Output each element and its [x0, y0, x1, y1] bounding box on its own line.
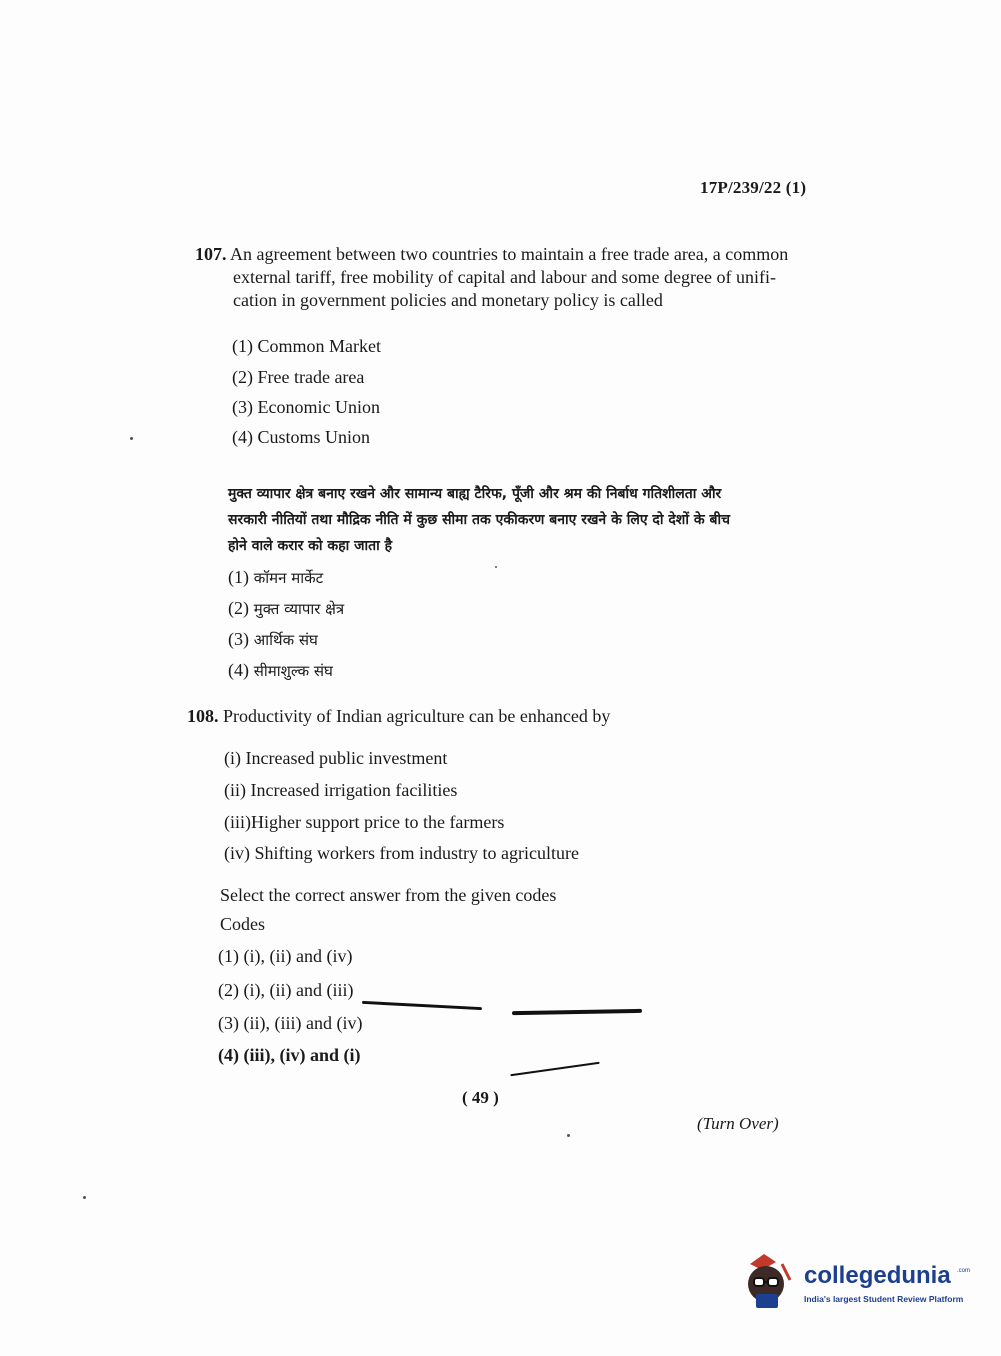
q107-option-2: (2) Free trade area [232, 367, 365, 387]
question-108-number: 108. [187, 706, 219, 726]
q107-hindi-option-1-text: कॉमन मार्केट [253, 569, 324, 587]
scan-speck [130, 437, 133, 440]
q107-hindi-option-4 [228, 660, 333, 681]
question-107-text-3: cation in government policies and monetary policy is called [233, 290, 663, 310]
question-107-text-1: An agreement between two countries to maintain a free trade area, a common [230, 244, 789, 264]
q107-hindi-option-2-text: मुक्त व्यापार क्षेत्र [253, 600, 345, 618]
q108-statement-3: (iii)Higher support price to the farmers [224, 812, 505, 832]
q107-hindi-option-2 [228, 598, 344, 619]
q108-option-2: (2) (i), (ii) and (iii) [218, 980, 354, 1000]
pen-stroke-3 [510, 1062, 599, 1077]
question-107-hindi-line-1: मुक्त व्यापार क्षेत्र बनाए रखने और सामान्य बाह्य टैरिफ, पूँजी और श्रम की निर्बाध गतिशीलता और [228, 486, 722, 502]
q108-statement-4: (iv) Shifting workers from industry to agriculture [224, 843, 579, 863]
scan-speck [567, 1134, 570, 1137]
q107-option-4: (4) Customs Union [232, 427, 371, 447]
q107-hindi-option-4-num: (4) [228, 660, 249, 680]
q108-statement-1: (i) Increased public investment [224, 748, 448, 768]
q107-hindi-option-3-num: (3) [228, 629, 249, 649]
q107-option-3: (3) Economic Union [232, 397, 380, 417]
q107-hindi-option-3-text: आर्थिक संघ [253, 631, 318, 649]
logo-name: collegedunia [804, 1262, 951, 1289]
logo-tagline: India's largest Student Review Platform [804, 1294, 964, 1304]
logo-suffix: .com [957, 1268, 971, 1274]
question-107-number: 107. [195, 244, 227, 264]
q107-option-1: (1) Common Market [232, 336, 381, 356]
question-108 [187, 706, 610, 727]
pen-stroke-2 [512, 1009, 642, 1015]
question-107-hindi-line-3: होने वाले करार को कहा जाता है [228, 538, 393, 554]
q108-option-4: (4) (iii), (iv) and (i) [218, 1045, 361, 1065]
question-107-hindi [228, 481, 808, 559]
q107-hindi-option-3 [228, 629, 318, 650]
q108-codes-label: Codes [220, 914, 265, 934]
q108-option-3: (3) (ii), (iii) and (iv) [218, 1013, 363, 1033]
q108-statement-2: (ii) Increased irrigation facilities [224, 780, 458, 800]
q108-option-1: (1) (i), (ii) and (iv) [218, 946, 353, 966]
q107-hindi-option-2-num: (2) [228, 598, 249, 618]
question-107 [195, 243, 810, 312]
page-number: ( 49 ) [462, 1088, 499, 1107]
question-108-stem: Productivity of Indian agriculture can be enhanced by [223, 706, 611, 726]
pen-stroke-1 [362, 1001, 482, 1010]
collegedunia-logo [742, 1250, 972, 1320]
question-107-text-2: external tariff, free mobility of capital and labour and some degree of unifi- [233, 267, 776, 287]
paper-code: 17P/239/22 (1) [700, 178, 807, 197]
question-107-line-1 [195, 243, 810, 266]
q107-hindi-option-1 [228, 567, 323, 588]
mascot-icon [742, 1250, 800, 1316]
question-107-hindi-line-2: सरकारी नीतियों तथा मौद्रिक नीति में कुछ सीमा तक एकीकरण बनाए रखने के लिए दो देशों के बीच [228, 512, 730, 528]
scan-speck [83, 1196, 86, 1199]
q107-hindi-option-4-text: सीमाशुल्क संघ [253, 662, 333, 680]
q108-instruction: Select the correct answer from the given codes [220, 885, 557, 905]
scan-speck [495, 566, 497, 568]
turn-over-note: (Turn Over) [697, 1114, 779, 1133]
q107-hindi-option-1-num: (1) [228, 567, 249, 587]
